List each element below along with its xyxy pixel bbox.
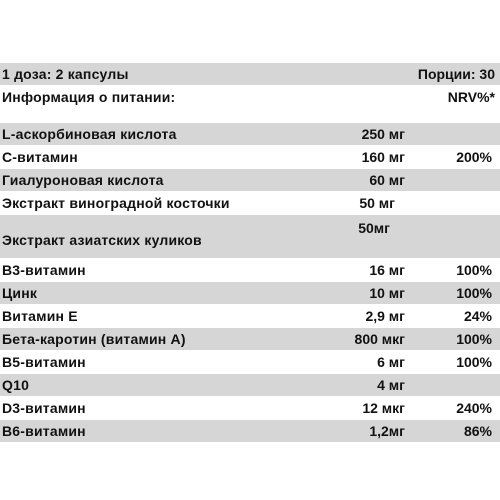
nutrition-table [0,63,500,443]
table-row [0,282,500,305]
table-row [0,169,500,192]
ingredient-name: B6-витамин [2,423,86,439]
ingredient-amount: 12 мкг [362,400,405,416]
ingredient-nrv: 100% [456,331,492,347]
ingredient-name: L-аскорбиновая кислота [2,126,177,142]
ingredient-nrv: 100% [456,354,492,370]
ingredient-amount: 60 мг [369,172,405,188]
ingredient-nrv: 200% [456,149,492,165]
nutrition-info-label: Информация о питании: [2,89,176,105]
table-row [0,215,500,259]
spacer [0,109,500,123]
table-row [0,397,500,420]
header-row-dose [0,63,500,86]
ingredient-amount: 1,2мг [369,423,405,439]
ingredient-amount: 160 мг [361,149,405,165]
servings-label: Порции: 30 [417,66,495,82]
ingredient-name: Гиалуроновая кислота [2,172,164,188]
ingredient-name: Q10 [2,377,30,393]
header-row-info [0,86,500,109]
ingredient-name: Бета-каротин (витамин А) [2,331,186,347]
table-row [0,146,500,169]
ingredient-amount: 6 мг [377,354,405,370]
ingredient-name: B5-витамин [2,354,86,370]
table-row [0,259,500,282]
ingredient-amount: 250 мг [361,126,405,142]
table-row [0,123,500,146]
ingredient-name: С-витамин [2,149,78,165]
ingredient-amount: 2,9 мг [365,308,405,324]
ingredient-nrv: 24% [463,308,492,324]
ingredient-nrv: 100% [456,285,492,301]
ingredient-nrv: 100% [456,262,492,278]
table-row [0,351,500,374]
ingredient-name: Экстракт виноградной косточки [2,195,230,211]
table-row [0,420,500,443]
ingredient-nrv: 240% [456,400,492,416]
ingredient-name: Цинк [2,285,38,301]
ingredient-nrv: 86% [463,423,492,439]
ingredient-name: B3-витамин [2,262,86,278]
ingredient-amount: 800 мкг [354,331,405,347]
ingredient-name: D3-витамин [2,400,86,416]
ingredient-amount: 50мг [358,220,390,236]
ingredient-amount: 16 мг [369,262,405,278]
table-row [0,328,500,351]
ingredient-amount: 10 мг [369,285,405,301]
ingredient-amount: 4 мг [377,377,405,393]
table-row [0,305,500,328]
dose-label: 1 доза: 2 капсулы [2,66,129,82]
ingredient-amount: 50 мг [359,195,395,211]
nrv-header: NRV%* [447,89,495,105]
table-row [0,374,500,397]
ingredient-name: Экстракт азиатских куликов [2,232,202,248]
ingredient-name: Витамин Е [2,308,78,324]
table-row [0,192,500,215]
